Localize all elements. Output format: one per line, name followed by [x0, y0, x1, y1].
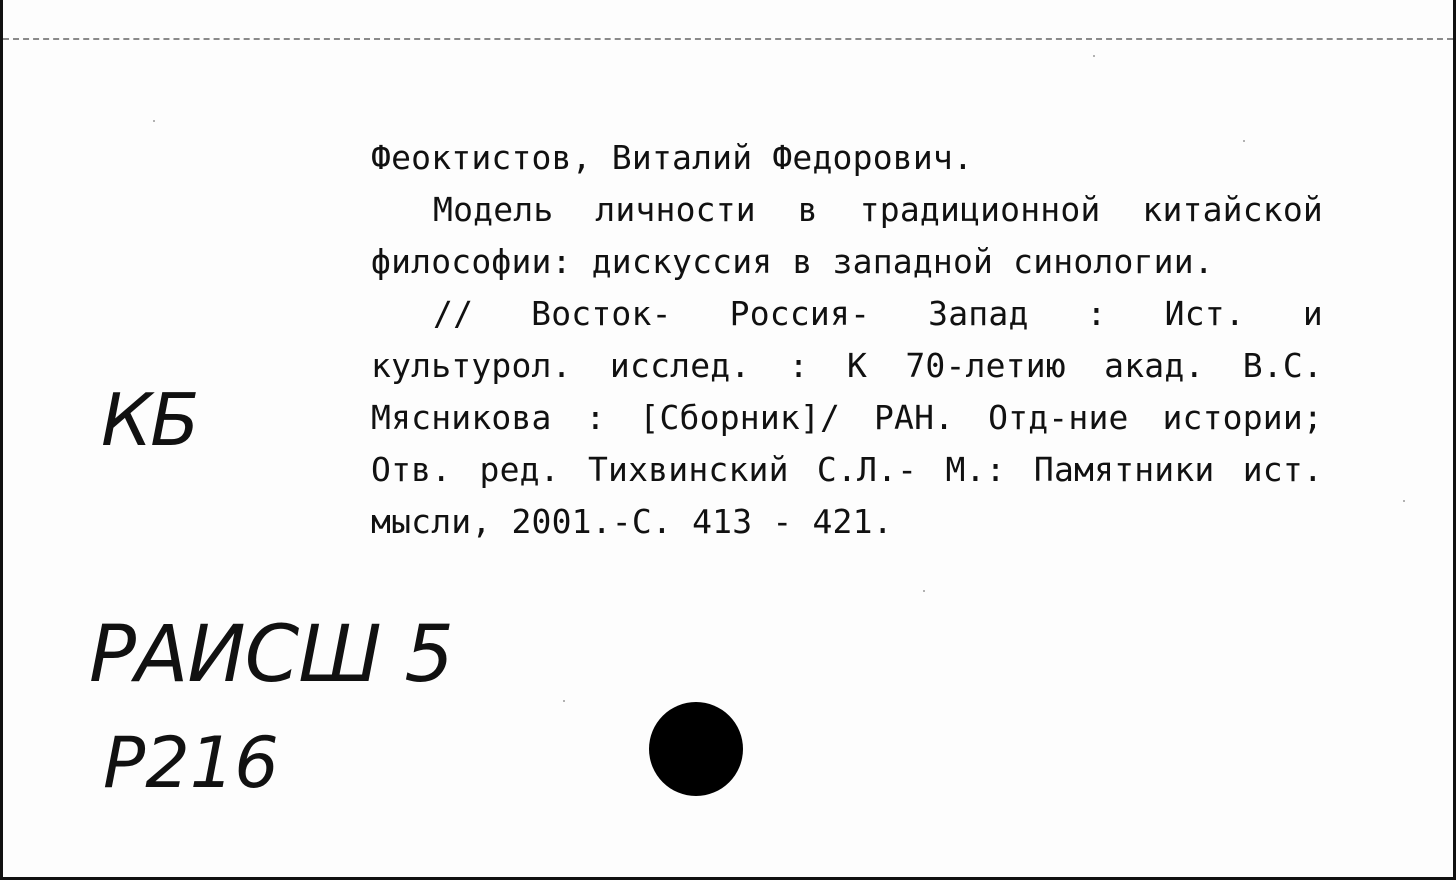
- bibliographic-entry: [371, 132, 1323, 548]
- source-line-5: мысли, 2001.-С. 413 - 421.: [371, 502, 893, 541]
- source-line-2: культурол. исслед. : К 70-летию акад. В.С.: [371, 346, 1323, 385]
- paper-speck: [1243, 140, 1245, 142]
- card-top-edge: [3, 38, 1453, 40]
- paper-speck: [153, 120, 155, 122]
- source-line-3: Мясникова : [Сборник]/ РАН. Отд-ние истории;: [371, 398, 1323, 437]
- punch-hole-dot: [649, 702, 743, 796]
- source-line-1: // Восток- Россия- Запад : Ист. и: [433, 294, 1323, 333]
- handwritten-call-number: Р216: [103, 722, 279, 804]
- handwritten-kb-mark: КБ: [101, 378, 198, 462]
- author-line: Феоктистов, Виталий Федорович.: [371, 138, 974, 177]
- title-line-1: Модель личности в традиционной китайской: [433, 190, 1323, 229]
- handwritten-shelf-mark: РАИСШ 5: [89, 610, 454, 700]
- paper-speck: [563, 700, 565, 702]
- paper-speck: [1093, 55, 1095, 57]
- source-line-4: Отв. ред. Тихвинский С.Л.- М.: Памятники ист.: [371, 450, 1323, 489]
- paper-speck: [923, 590, 925, 592]
- title-line-2: философии: дискуссия в западной синологии.: [371, 242, 1214, 281]
- paper-speck: [1403, 500, 1405, 502]
